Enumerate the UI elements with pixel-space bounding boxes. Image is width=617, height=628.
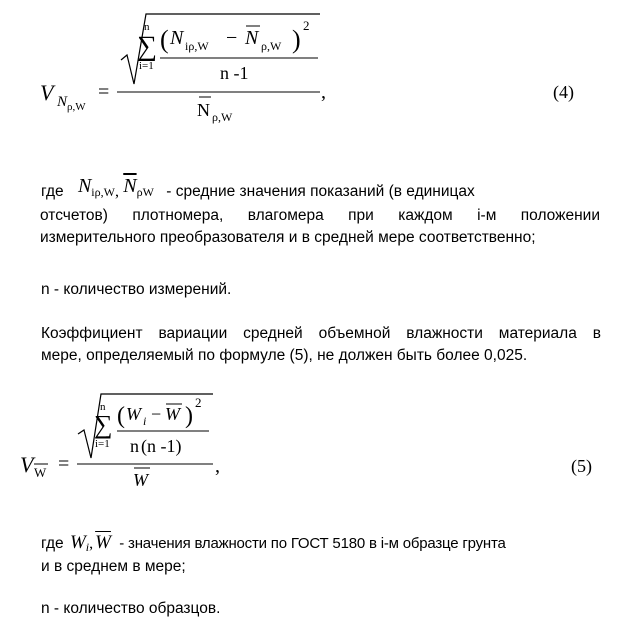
- formula-5-term1: W: [126, 404, 141, 424]
- paragraph-1-symbol-2: $\overline{N}$: [123, 175, 137, 197]
- paragraph-1-symbol-1-sub: iρ,W: [91, 185, 115, 199]
- formula-4-open-paren: (: [160, 25, 169, 54]
- formula-4-term2: N: [245, 27, 259, 49]
- paragraph-4-line-2: и в среднем в мере;: [41, 558, 186, 575]
- formula-5-inner-denominator-paren: (n -1): [141, 436, 182, 456]
- paragraph-3-line-1: Коэффициент вариации средней объемной влажности материала в: [41, 325, 601, 342]
- formula-4-term1: N: [170, 27, 184, 49]
- formula-4-outer-denominator: N: [197, 100, 210, 120]
- paragraph-1-symbol-2-sub: ρW: [136, 185, 154, 199]
- paragraph-1-line-3: измерительного преобразователя и в средней мере соответственно;: [40, 229, 536, 246]
- paragraph-samples-count: n - количество образцов.: [41, 600, 221, 617]
- formula-4-lhs-var: V: [40, 80, 54, 105]
- paragraph-1-line-1: [41, 175, 601, 205]
- paragraph-1-line-2: отсчетов) плотномера, влагомера при каждом i-м положении: [40, 207, 600, 224]
- formula-5-outer-denominator: W: [133, 470, 148, 490]
- formula-5-term2: W: [165, 404, 180, 424]
- formula-4-trailing-comma: ,: [321, 81, 326, 103]
- formula-5-number: (5): [571, 456, 592, 476]
- paragraph-variation-coefficient: [41, 323, 601, 367]
- formula-5-trailing-comma: ,: [215, 455, 220, 477]
- formula-4-minus: −: [226, 27, 238, 49]
- formula-4-term1-sub: iρ,W: [185, 39, 209, 53]
- formula-5-sum-sign: ∑: [94, 410, 113, 439]
- paragraph-4-symbol-2: $\overline{W}$: [95, 532, 111, 553]
- formula-4-outer-denominator-sub: ρ,W: [212, 110, 233, 124]
- formula-5-power: 2: [195, 395, 202, 410]
- formula-4-sum-bottom: i=1: [139, 60, 154, 72]
- formula-4-equals: =: [98, 81, 110, 103]
- formula-5-sum-top: n: [100, 401, 106, 413]
- paragraph-moisture-definition: [41, 532, 606, 578]
- paragraph-4-line-1-text: - значения влажности по ГОСТ 5180 в i-м образце грунта: [119, 535, 506, 552]
- formula-5-sum-bottom: i=1: [95, 438, 110, 450]
- formula-4-inner-denominator: n -1: [220, 63, 249, 83]
- paragraph-4-comma: ,: [89, 535, 94, 552]
- paragraph-4-line-1: [41, 532, 606, 556]
- paragraph-1-prefix: где: [41, 183, 64, 200]
- formula-5-lhs-sub: W: [34, 465, 47, 480]
- formula-4-power: 2: [303, 18, 310, 33]
- paragraph-4-symbol-1: W: [69, 532, 86, 553]
- formula-4-term2-sub: ρ,W: [261, 39, 282, 53]
- formula-5-close-paren: ): [185, 403, 193, 429]
- formula-4-close-paren: ): [292, 25, 301, 54]
- paragraph-1-symbol-1: N: [77, 175, 92, 197]
- formula-5-term1-sub: i: [143, 414, 147, 428]
- paragraph-symbols-definition: [40, 175, 601, 249]
- paragraph-1-line-1-text: - средние значения показаний (в единицах: [166, 183, 475, 200]
- paragraph-3-line-2: мере, определяемый по формуле (5), не должен быть более 0,025.: [41, 347, 528, 364]
- formula-5-minus: −: [151, 404, 162, 424]
- formula-5-inner-denominator-n: n: [130, 436, 139, 456]
- formula-4: [0, 0, 617, 140]
- formula-5: [0, 380, 617, 510]
- paragraph-4-prefix: где: [41, 535, 64, 552]
- formula-4-number: (4): [553, 82, 574, 102]
- formula-4-lhs-subsub: ρ,W: [67, 101, 86, 113]
- formula-5-lhs-var: V: [20, 452, 34, 477]
- formula-4-lhs-sub: N: [57, 94, 68, 110]
- formula-5-equals: =: [58, 453, 70, 475]
- paragraph-4-symbol-1-sub: i: [85, 540, 90, 554]
- paragraph-measurements-count: n - количество измерений.: [41, 281, 232, 298]
- formula-4-sum-top: n: [144, 21, 150, 33]
- paragraph-1-comma: ,: [114, 183, 119, 200]
- formula-5-open-paren: (: [117, 403, 125, 429]
- formula-4-sum-sign: ∑: [137, 31, 157, 62]
